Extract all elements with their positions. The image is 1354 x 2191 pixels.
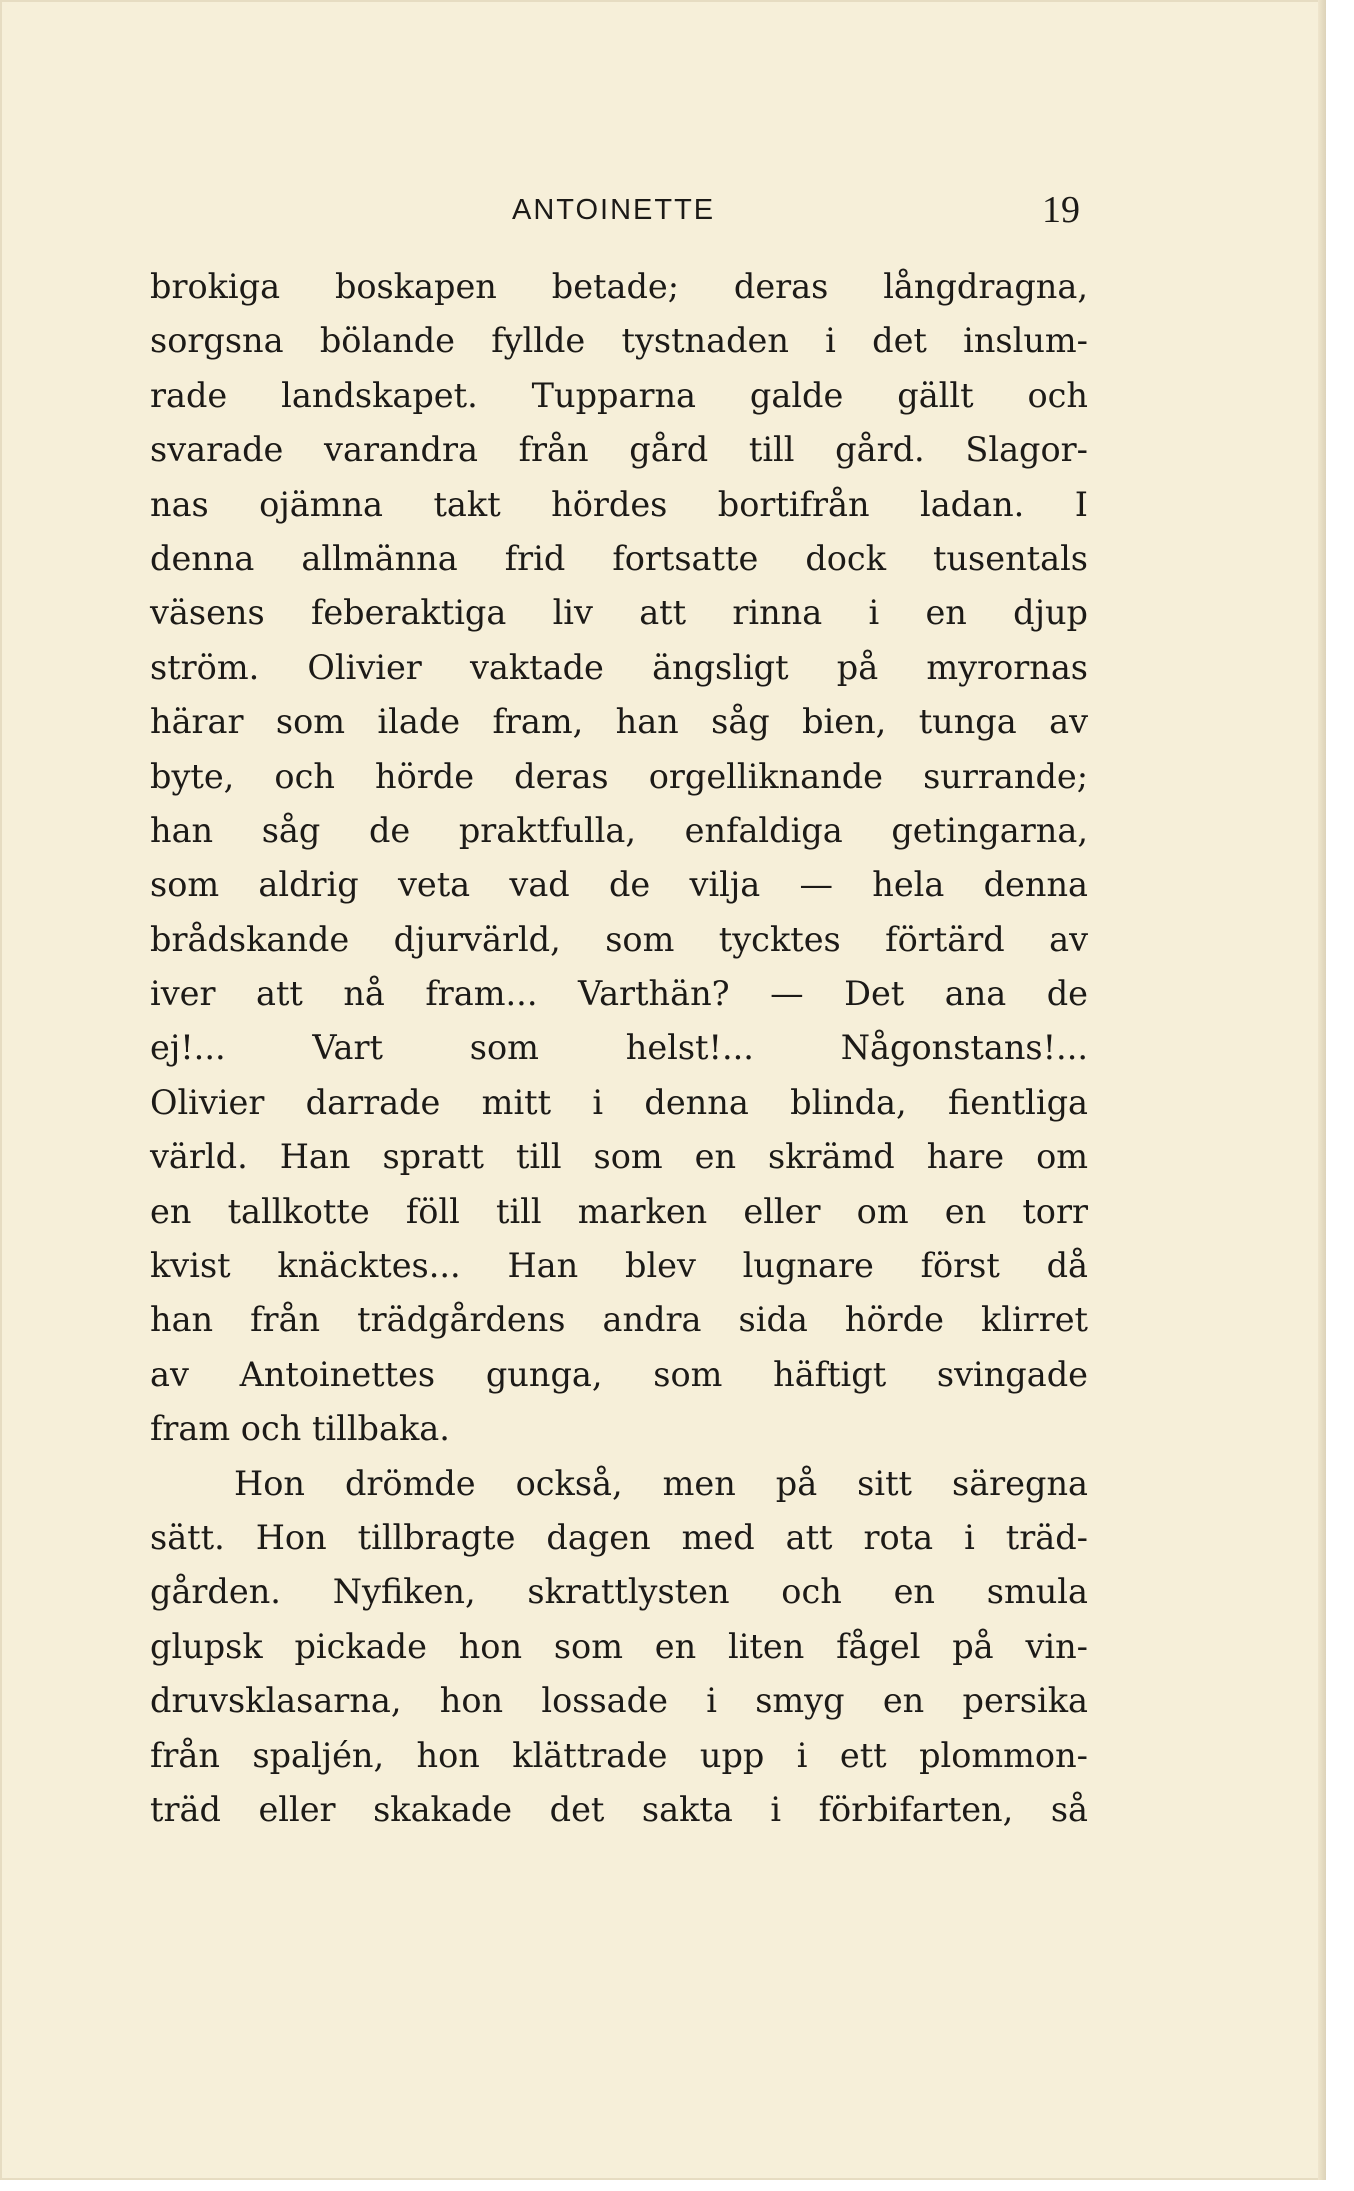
text-line: sorgsna bölande fyllde tystnaden i det inslum- — [150, 321, 1088, 361]
text-line: kvist knäcktes... Han blev lugnare först då — [150, 1246, 1088, 1286]
text-line: från spaljén, hon klättrade upp i ett plommon- — [150, 1735, 1088, 1775]
text-line: han från trädgårdens andra sida hörde klirret — [150, 1300, 1088, 1340]
text-line: iver att nå fram... Varthän? — Det ana de — [150, 974, 1088, 1014]
text-line: nas ojämna takt hördes bortifrån ladan. I — [150, 484, 1088, 524]
text-line: ström. Olivier vaktade ängsligt på myrornas — [150, 647, 1088, 687]
text-line: byte, och hörde deras orgelliknande surrande; — [150, 756, 1088, 796]
text-line: sätt. Hon tillbragte dagen med att rota i träd- — [150, 1517, 1088, 1557]
text-line: han såg de praktfulla, enfaldiga getingarna, — [150, 810, 1088, 850]
text-line: svarade varandra från gård till gård. Slagor- — [150, 430, 1088, 470]
text-line: glupsk pickade hon som en liten fågel på vin- — [150, 1626, 1088, 1666]
page-number: 19 — [1042, 189, 1080, 231]
body-text — [150, 260, 1088, 1837]
text-line: brådskande djurvärld, som tycktes förtärd av — [150, 919, 1088, 959]
text-line: en tallkotte föll till marken eller om en torr — [150, 1191, 1088, 1231]
text-line: rade landskapet. Tupparna galde gällt och — [150, 375, 1088, 415]
paragraph-start-line: Hon drömde också, men på sitt säregna — [234, 1463, 1088, 1503]
running-head: ANTOINETTE — [512, 194, 716, 226]
text-line: som aldrig veta vad de vilja — hela denna — [150, 865, 1088, 905]
text-line: härar som ilade fram, han såg bien, tunga av — [150, 702, 1088, 742]
text-line: Olivier darrade mitt i denna blinda, fientliga — [150, 1082, 1088, 1122]
text-line: av Antoinettes gunga, som häftigt svingade — [150, 1354, 1088, 1394]
page-header — [150, 186, 1088, 236]
text-line: träd eller skakade det sakta i förbifarten, så — [150, 1789, 1088, 1829]
text-line: ej!... Vart som helst!... Någonstans!... — [150, 1028, 1088, 1068]
text-line: brokiga boskapen betade; deras långdragna, — [150, 267, 1088, 306]
page-edge — [1318, 0, 1326, 2180]
text-line: värld. Han spratt till som en skrämd hare om — [150, 1137, 1088, 1177]
text-line: druvsklasarna, hon lossade i smyg en persika — [150, 1681, 1088, 1721]
text-line: denna allmänna frid fortsatte dock tusentals — [150, 538, 1088, 578]
text-line: väsens feberaktiga liv att rinna i en djup — [150, 593, 1088, 633]
text-line: gården. Nyfiken, skrattlysten och en smula — [150, 1572, 1088, 1612]
paragraph-end-line: fram och tillbaka. — [150, 1409, 450, 1449]
